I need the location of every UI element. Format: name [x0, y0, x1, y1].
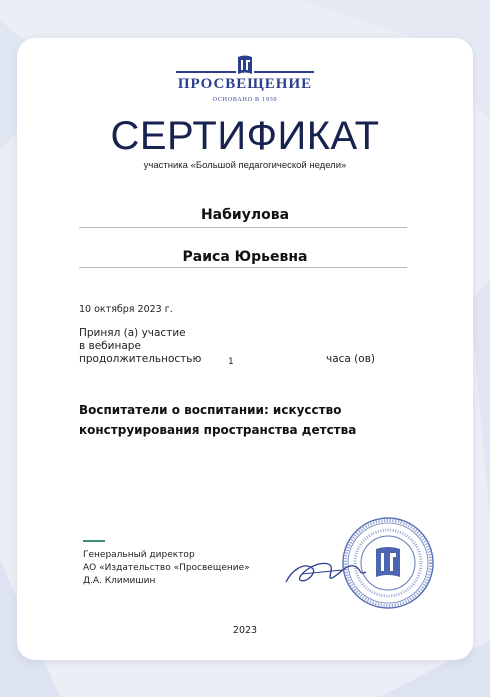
- logo-line-right: [254, 71, 314, 73]
- book-emblem-icon: [236, 54, 254, 76]
- last-name-underline: [79, 227, 407, 228]
- participation-line-1: Принял (а) участие: [79, 327, 186, 339]
- logo-line-left: [176, 71, 236, 73]
- recipient-last-name: Набиулова: [200, 207, 290, 223]
- signer-organization: АО «Издательство «Просвещение»: [83, 563, 250, 573]
- certificate-date: 10 октября 2023 г.: [79, 304, 173, 315]
- certificate-card: [17, 38, 473, 660]
- participation-line-2: в вебинаре: [79, 340, 141, 352]
- certificate-title: СЕРТИФИКАТ: [110, 114, 380, 158]
- brand-founded: ОСНОВАНО В 1930: [212, 97, 278, 103]
- official-stamp: [340, 515, 436, 611]
- certificate-subtitle: участника «Большой педагогической недели»: [143, 160, 347, 171]
- certificate-year: 2023: [232, 625, 258, 636]
- duration-label: продолжительностью: [79, 353, 202, 365]
- brand-name: ПРОСВЕЩЕНИЕ: [177, 76, 313, 92]
- signature-accent-line: [83, 540, 105, 542]
- first-name-underline: [79, 267, 407, 268]
- duration-value: 1: [228, 357, 234, 367]
- duration-unit: часа (ов): [326, 353, 375, 365]
- webinar-topic: Воспитатели о воспитании: искусство конструирования пространства детства: [79, 403, 357, 437]
- recipient-first-name: Раиса Юрьевна: [182, 249, 308, 265]
- signer-name: Д.А. Климишин: [83, 576, 156, 586]
- signer-position: Генеральный директор: [83, 550, 195, 560]
